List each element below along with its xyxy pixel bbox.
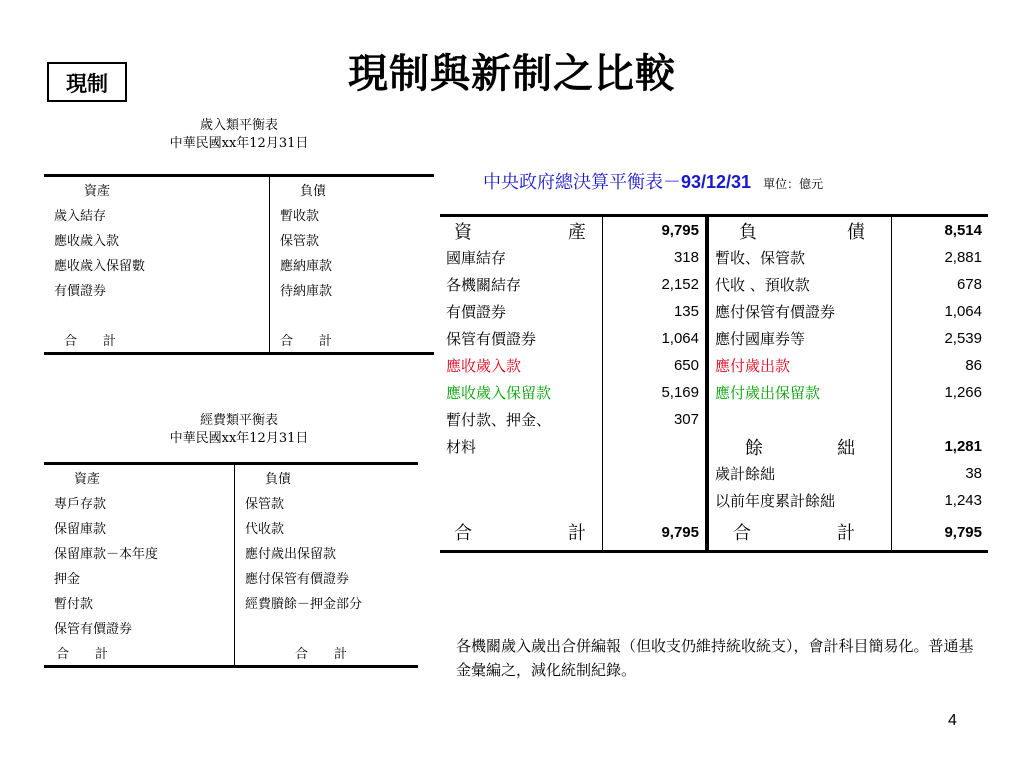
page-title: 現制與新制之比較 <box>348 50 676 97</box>
revenue-balance-table: 資產 負債 歲入結存 暫收款 應收歲入款 保管款 應收歲入保留數 應納庫款 有價證券 待納庫款 合 計 合 計 <box>44 174 434 355</box>
page-number: 4 <box>948 712 957 729</box>
table-row: 各機關結存 2,152 代收 、預收款 678 <box>440 271 988 298</box>
note-text: 各機關歲入歲出合併編報（但收支仍維持統收統支），會計科目簡易化。普通基金彙編之，減化統制紀錄。 <box>456 637 974 679</box>
table-total-row: 合 計 合 計 <box>44 640 418 667</box>
table-total-row: 合 計 9,795 合 計 9,795 <box>440 514 988 552</box>
table-row: 有價證券 待納庫款 <box>44 277 434 302</box>
table-row: 國庫結存 318 暫收、保管款 2,881 <box>440 244 988 271</box>
central-gov-balance-table <box>440 214 988 553</box>
table-row: 以前年度累計餘絀 1,243 <box>440 487 988 514</box>
table-row: 有價證券 135 應付保管有價證券 1,064 <box>440 298 988 325</box>
table-row: 應收歲入款 保管款 <box>44 227 434 252</box>
revenue-table-caption: 歲入類平衡表 中華民國xx年12月31日 <box>169 118 309 151</box>
table-row: 保留庫款－本年度 應付歲出保留款 <box>44 540 418 565</box>
table-row: 應收歲入保留款 5,169 應付歲出保留款 1,266 <box>440 379 988 406</box>
table-header-row: 資 產 9,795 負 債 8,514 <box>440 216 988 245</box>
table-row: 暫付款、押金、 307 <box>440 406 988 433</box>
table-row: 專戶存款 保管款 <box>44 490 418 515</box>
expense-table-caption: 經費類平衡表 中華民國xx年12月31日 <box>169 413 309 446</box>
table-row: 保管有價證券 <box>44 615 418 640</box>
table-row: 應收歲入保留數 應納庫款 <box>44 252 434 277</box>
table-row: 保管有價證券 1,064 應付國庫券等 2,539 <box>440 325 988 352</box>
table-row: 暫付款 經費賸餘－押金部分 <box>44 590 418 615</box>
table-row: 歲計餘絀 38 <box>440 460 988 487</box>
table-row: 應收歲入款 650 應付歲出款 86 <box>440 352 988 379</box>
table-row: 押金 應付保管有價證券 <box>44 565 418 590</box>
unit-label: 單位：億元 <box>763 177 824 191</box>
current-system-tag: 現制 <box>47 62 127 102</box>
central-gov-balance-title: 中央政府總決算平衡表－93/12/31 單位：億元 <box>483 172 824 192</box>
table-row <box>44 302 434 327</box>
table-row: 材料 餘 絀 1,281 <box>440 433 988 460</box>
table-total-row: 合 計 合 計 <box>44 327 434 354</box>
expense-balance-table: 資產 負債 專戶存款 保管款 保留庫款 代收款 保留庫款－本年度 應付歲出保留款 押金 應付保管有價證券 暫付款 經費賸餘－押金部分 保管有價證券 合 計 合 計 <box>44 462 418 668</box>
table-row: 保留庫款 代收款 <box>44 515 418 540</box>
table-row: 歲入結存 暫收款 <box>44 202 434 227</box>
